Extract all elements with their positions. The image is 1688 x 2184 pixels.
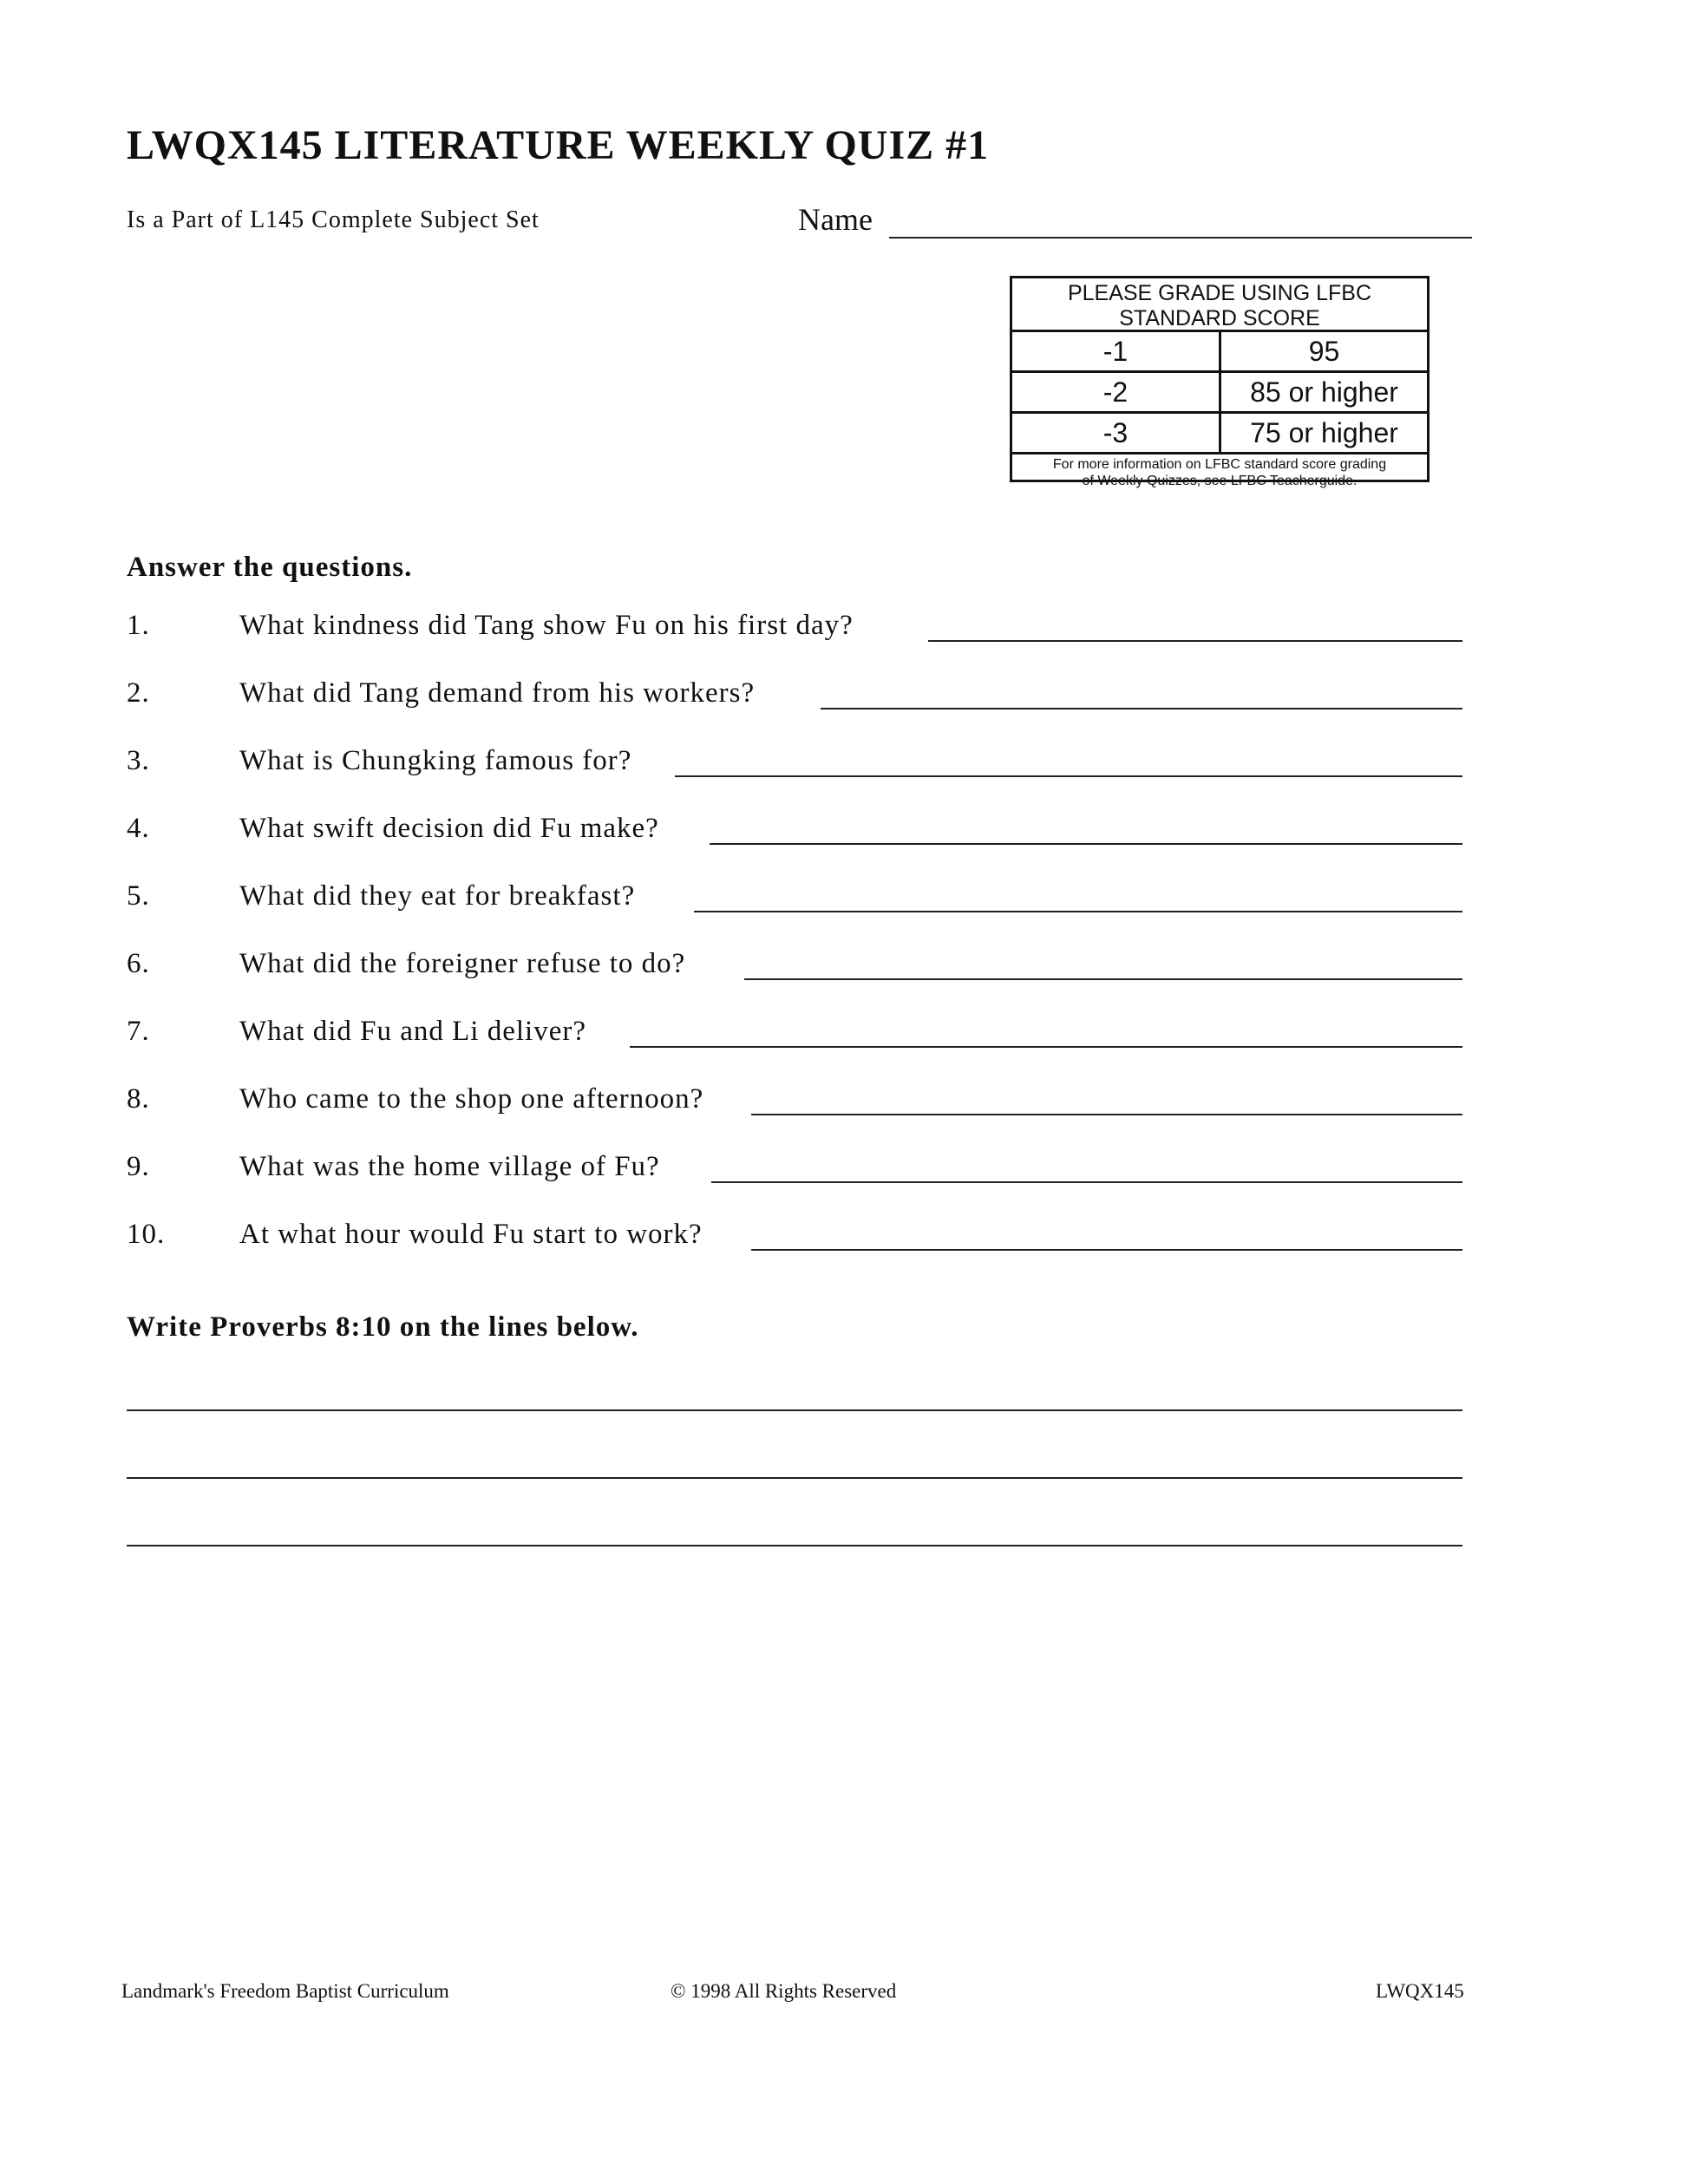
question-number: 4. [127, 813, 150, 844]
question-number: 6. [127, 948, 150, 979]
answer-line[interactable] [711, 1181, 1462, 1183]
writing-line[interactable] [127, 1477, 1462, 1479]
question-item [0, 1072, 1688, 1124]
grading-score: 75 or higher [1250, 417, 1398, 448]
question-number: 3. [127, 745, 150, 776]
writing-line[interactable] [127, 1409, 1462, 1411]
footer-copyright: © 1998 All Rights Reserved [671, 1980, 897, 2002]
answer-line[interactable] [694, 911, 1462, 912]
question-text: What was the home village of Fu? [239, 1151, 660, 1182]
grading-row [1012, 414, 1427, 454]
question-item [0, 1207, 1688, 1259]
question-text: Who came to the shop one afternoon? [239, 1083, 704, 1115]
answer-line[interactable] [710, 843, 1462, 845]
question-text: What did Fu and Li deliver? [239, 1016, 586, 1047]
question-item [0, 937, 1688, 989]
instructions-heading: Answer the questions. [127, 552, 413, 583]
grading-note-line-2: of Weekly Quizzes, see LFBC Teacherguide. [1082, 474, 1358, 488]
writing-line[interactable] [127, 1545, 1462, 1546]
grading-score: 85 or higher [1250, 376, 1398, 408]
question-item [0, 869, 1688, 921]
grading-header-line-2: STANDARD SCORE [1119, 306, 1320, 330]
grading-row [1012, 332, 1427, 373]
grading-deduction: -2 [1012, 373, 1221, 411]
answer-line[interactable] [751, 1249, 1462, 1251]
question-number: 9. [127, 1151, 150, 1182]
grading-score: 95 [1308, 336, 1340, 367]
question-number: 7. [127, 1016, 150, 1047]
question-text: What did Tang demand from his workers? [239, 677, 756, 709]
answer-line[interactable] [744, 978, 1462, 980]
question-text: What did the foreigner refuse to do? [239, 948, 686, 979]
answer-line[interactable] [821, 708, 1462, 709]
question-number: 8. [127, 1083, 150, 1115]
grading-deduction: -3 [1012, 414, 1221, 452]
page-title: LWQX145 LITERATURE WEEKLY QUIZ #1 [127, 122, 990, 168]
answer-line[interactable] [630, 1046, 1462, 1048]
question-text: What kindness did Tang show Fu on his first day? [239, 610, 854, 641]
question-item [0, 734, 1688, 786]
grading-row [1012, 373, 1427, 414]
proverbs-heading: Write Proverbs 8:10 on the lines below. [127, 1311, 639, 1343]
footer-code: LWQX145 [1376, 1980, 1464, 2002]
question-text: At what hour would Fu start to work? [239, 1219, 703, 1250]
question-text: What swift decision did Fu make? [239, 813, 659, 844]
name-label: Name [798, 202, 873, 237]
answer-line[interactable] [751, 1114, 1462, 1115]
question-item [0, 801, 1688, 853]
question-text: What is Chungking famous for? [239, 745, 632, 776]
answer-line[interactable] [675, 775, 1462, 777]
grading-table-header [1012, 278, 1427, 332]
question-number: 1. [127, 610, 150, 641]
question-item [0, 666, 1688, 718]
question-item [0, 598, 1688, 651]
question-item [0, 1004, 1688, 1056]
question-item [0, 1140, 1688, 1192]
grading-table [1010, 276, 1430, 488]
question-number: 10. [127, 1219, 166, 1250]
question-number: 2. [127, 677, 150, 709]
grading-header-line-1: PLEASE GRADE USING LFBC [1067, 281, 1372, 305]
grading-note-line-1: For more information on LFBC standard score grading [1052, 457, 1387, 472]
grading-note [1012, 454, 1427, 489]
subtitle: Is a Part of L145 Complete Subject Set [127, 206, 540, 233]
question-number: 5. [127, 880, 150, 912]
answer-line[interactable] [928, 640, 1462, 642]
footer-publisher: Landmark's Freedom Baptist Curriculum [121, 1980, 449, 2002]
name-answer-line[interactable] [889, 237, 1472, 239]
question-text: What did they eat for breakfast? [239, 880, 636, 912]
grading-deduction: -1 [1012, 332, 1221, 370]
